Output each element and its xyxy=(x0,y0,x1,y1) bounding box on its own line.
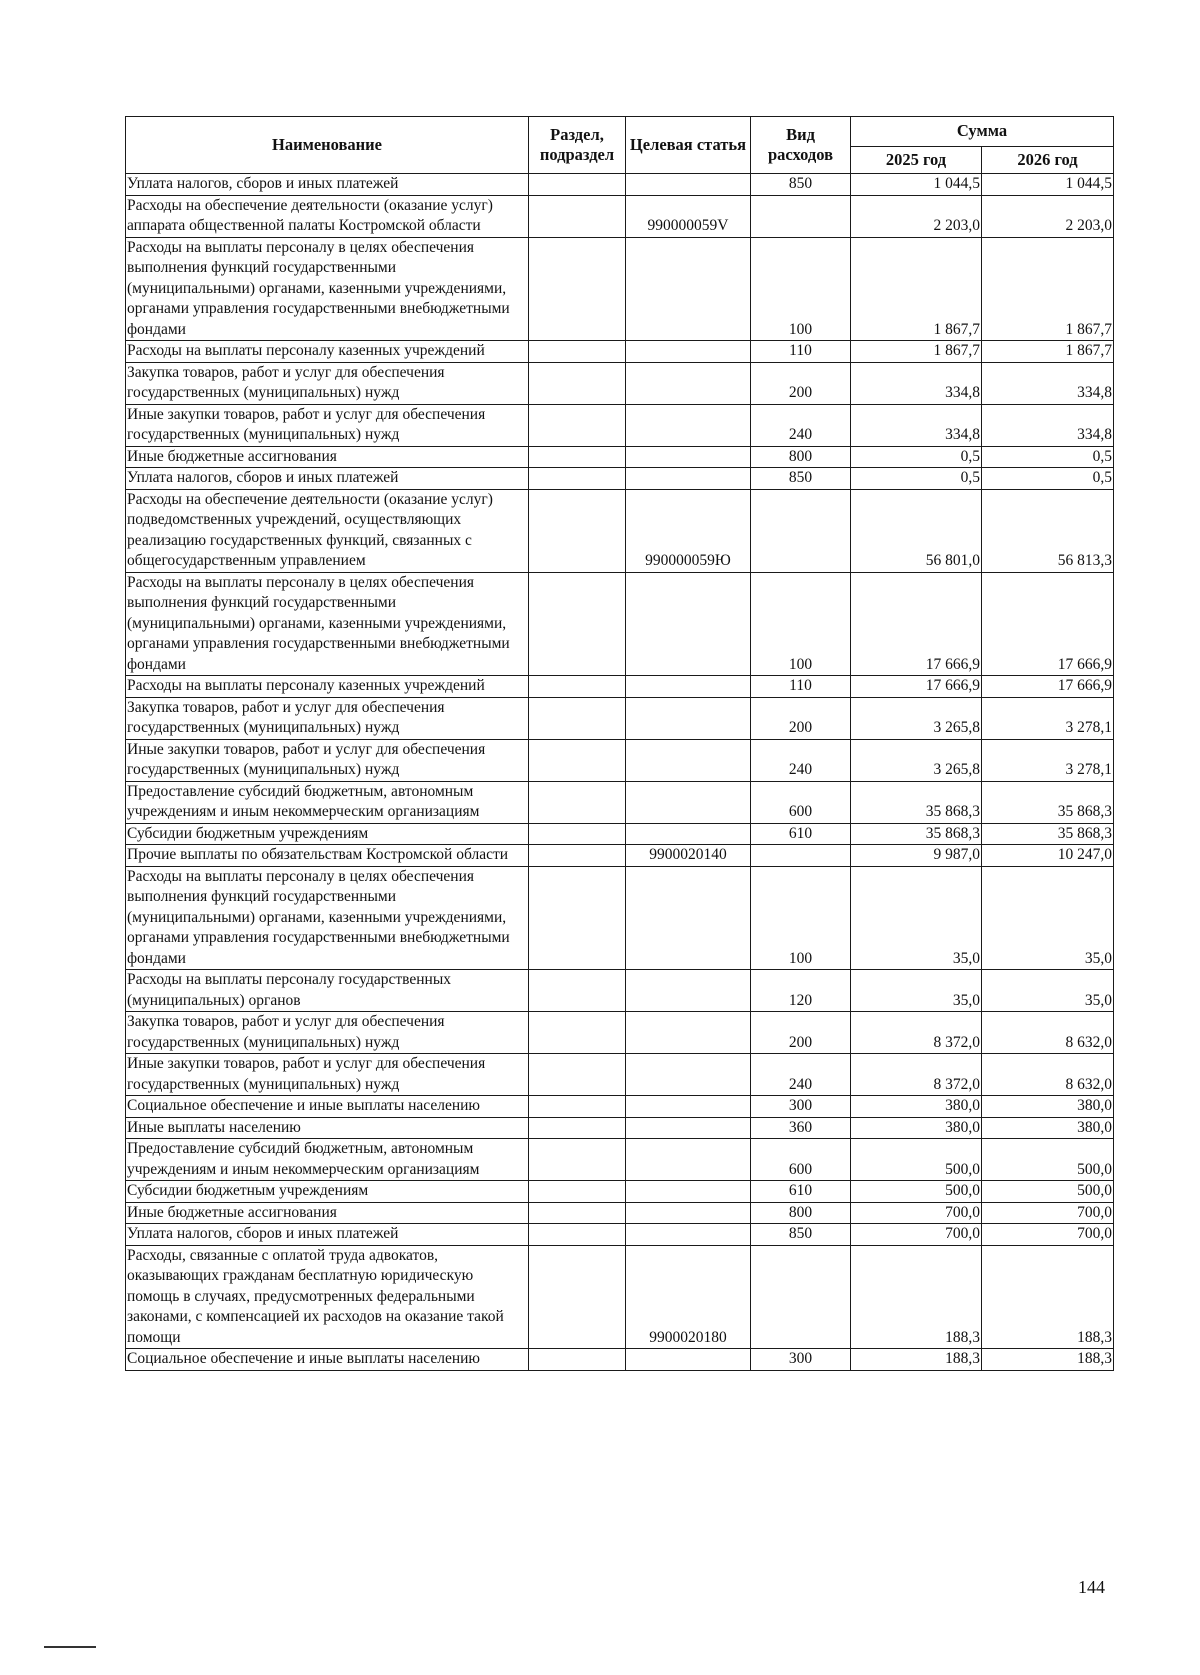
cell-2026: 1 044,5 xyxy=(982,174,1114,196)
table-row xyxy=(126,845,1114,867)
table-row xyxy=(126,823,1114,845)
cell-2026: 334,8 xyxy=(982,404,1114,446)
table-row xyxy=(126,174,1114,196)
cell-name: Субсидии бюджетным учреждениям xyxy=(126,1181,529,1203)
cell-2025: 700,0 xyxy=(851,1202,982,1224)
cell-name: Расходы на обеспечение деятельности (оказание услуг) подведомственных учреждений, осуществляющих реализацию государственных функций, связанных с общегосударственным управлением xyxy=(126,489,529,572)
table-row xyxy=(126,1349,1114,1371)
cell-article xyxy=(626,1181,751,1203)
scan-mark xyxy=(44,1646,96,1648)
cell-section xyxy=(529,362,626,404)
cell-2026: 380,0 xyxy=(982,1096,1114,1118)
cell-2026: 10 247,0 xyxy=(982,845,1114,867)
cell-name: Закупка товаров, работ и услуг для обеспечения государственных (муниципальных) нужд xyxy=(126,697,529,739)
cell-type xyxy=(751,489,851,572)
cell-article xyxy=(626,970,751,1012)
table-row xyxy=(126,341,1114,363)
cell-article xyxy=(626,446,751,468)
cell-2026: 8 632,0 xyxy=(982,1012,1114,1054)
cell-section xyxy=(529,1117,626,1139)
cell-article xyxy=(626,676,751,698)
table-row xyxy=(126,1117,1114,1139)
cell-article: 9900020140 xyxy=(626,845,751,867)
cell-2025: 3 265,8 xyxy=(851,697,982,739)
cell-type: 110 xyxy=(751,676,851,698)
cell-type: 800 xyxy=(751,1202,851,1224)
cell-type: 200 xyxy=(751,362,851,404)
cell-2025: 1 867,7 xyxy=(851,341,982,363)
cell-type: 200 xyxy=(751,1012,851,1054)
cell-name: Расходы на выплаты персоналу в целях обеспечения выполнения функций государственными (муниципальными) органами, казенными учреждениями, органами управления государственными внебюджетными фондами xyxy=(126,572,529,676)
cell-article xyxy=(626,781,751,823)
table-row xyxy=(126,676,1114,698)
cell-article xyxy=(626,739,751,781)
cell-2026: 188,3 xyxy=(982,1245,1114,1349)
cell-article xyxy=(626,1202,751,1224)
table-body xyxy=(126,174,1114,1371)
cell-2025: 17 666,9 xyxy=(851,676,982,698)
cell-type xyxy=(751,845,851,867)
header-section: Раздел, подраздел xyxy=(529,117,626,174)
cell-type: 100 xyxy=(751,866,851,970)
cell-article xyxy=(626,1224,751,1246)
cell-name: Расходы на обеспечение деятельности (оказание услуг) аппарата общественной палаты Костромской области xyxy=(126,195,529,237)
cell-name: Иные бюджетные ассигнования xyxy=(126,446,529,468)
cell-name: Уплата налогов, сборов и иных платежей xyxy=(126,1224,529,1246)
cell-2026: 188,3 xyxy=(982,1349,1114,1371)
cell-article xyxy=(626,468,751,490)
header-name: Наименование xyxy=(126,117,529,174)
cell-2025: 334,8 xyxy=(851,404,982,446)
cell-section xyxy=(529,1054,626,1096)
cell-section xyxy=(529,866,626,970)
table-row xyxy=(126,468,1114,490)
cell-section xyxy=(529,489,626,572)
header-article: Целевая статья xyxy=(626,117,751,174)
table-row xyxy=(126,866,1114,970)
table-row xyxy=(126,1224,1114,1246)
cell-type: 300 xyxy=(751,1096,851,1118)
cell-2026: 334,8 xyxy=(982,362,1114,404)
cell-type: 300 xyxy=(751,1349,851,1371)
cell-section xyxy=(529,845,626,867)
cell-2026: 500,0 xyxy=(982,1139,1114,1181)
cell-section xyxy=(529,468,626,490)
cell-2026: 380,0 xyxy=(982,1117,1114,1139)
cell-2025: 380,0 xyxy=(851,1117,982,1139)
cell-section xyxy=(529,1012,626,1054)
cell-name: Социальное обеспечение и иные выплаты населению xyxy=(126,1349,529,1371)
cell-2025: 0,5 xyxy=(851,468,982,490)
cell-2025: 9 987,0 xyxy=(851,845,982,867)
table-row xyxy=(126,1054,1114,1096)
cell-2025: 35,0 xyxy=(851,866,982,970)
cell-section xyxy=(529,341,626,363)
cell-section xyxy=(529,1139,626,1181)
table-row xyxy=(126,237,1114,341)
cell-type: 800 xyxy=(751,446,851,468)
cell-2026: 17 666,9 xyxy=(982,676,1114,698)
cell-type: 850 xyxy=(751,174,851,196)
cell-name: Иные бюджетные ассигнования xyxy=(126,1202,529,1224)
table-row xyxy=(126,1202,1114,1224)
cell-2026: 3 278,1 xyxy=(982,739,1114,781)
table-row xyxy=(126,572,1114,676)
cell-article xyxy=(626,1096,751,1118)
cell-2026: 700,0 xyxy=(982,1224,1114,1246)
cell-name: Предоставление субсидий бюджетным, автономным учреждениям и иным некоммерческим организациям xyxy=(126,1139,529,1181)
cell-name: Расходы на выплаты персоналу казенных учреждений xyxy=(126,676,529,698)
cell-name: Расходы на выплаты персоналу в целях обеспечения выполнения функций государственными (муниципальными) органами, казенными учреждениями, органами управления государственными внебюджетными фондами xyxy=(126,237,529,341)
cell-article xyxy=(626,697,751,739)
cell-2026: 0,5 xyxy=(982,446,1114,468)
cell-type: 120 xyxy=(751,970,851,1012)
cell-2026: 500,0 xyxy=(982,1181,1114,1203)
cell-2026: 700,0 xyxy=(982,1202,1114,1224)
cell-article xyxy=(626,1349,751,1371)
cell-name: Расходы на выплаты персоналу государственных (муниципальных) органов xyxy=(126,970,529,1012)
cell-article xyxy=(626,404,751,446)
cell-2025: 700,0 xyxy=(851,1224,982,1246)
cell-2025: 35 868,3 xyxy=(851,823,982,845)
cell-type: 200 xyxy=(751,697,851,739)
cell-section xyxy=(529,1096,626,1118)
cell-2026: 0,5 xyxy=(982,468,1114,490)
cell-2025: 35,0 xyxy=(851,970,982,1012)
cell-section xyxy=(529,823,626,845)
cell-name: Прочие выплаты по обязательствам Костромской области xyxy=(126,845,529,867)
cell-2025: 35 868,3 xyxy=(851,781,982,823)
table-row xyxy=(126,970,1114,1012)
cell-2026: 1 867,7 xyxy=(982,237,1114,341)
cell-section xyxy=(529,237,626,341)
cell-section xyxy=(529,446,626,468)
cell-name: Уплата налогов, сборов и иных платежей xyxy=(126,468,529,490)
cell-type xyxy=(751,195,851,237)
cell-2025: 334,8 xyxy=(851,362,982,404)
table-row xyxy=(126,362,1114,404)
table-row xyxy=(126,446,1114,468)
cell-name: Закупка товаров, работ и услуг для обеспечения государственных (муниципальных) нужд xyxy=(126,1012,529,1054)
cell-2025: 1 867,7 xyxy=(851,237,982,341)
cell-type: 100 xyxy=(751,572,851,676)
cell-article xyxy=(626,237,751,341)
cell-type: 100 xyxy=(751,237,851,341)
cell-2026: 35 868,3 xyxy=(982,823,1114,845)
header-year-2025: 2025 год xyxy=(851,146,982,173)
cell-article xyxy=(626,1054,751,1096)
cell-type xyxy=(751,1245,851,1349)
cell-2026: 3 278,1 xyxy=(982,697,1114,739)
cell-2025: 188,3 xyxy=(851,1349,982,1371)
cell-type: 850 xyxy=(751,1224,851,1246)
cell-article xyxy=(626,866,751,970)
cell-section xyxy=(529,1202,626,1224)
cell-section xyxy=(529,572,626,676)
cell-2026: 35 868,3 xyxy=(982,781,1114,823)
cell-section xyxy=(529,1224,626,1246)
cell-section xyxy=(529,781,626,823)
cell-2026: 1 867,7 xyxy=(982,341,1114,363)
table-row xyxy=(126,1012,1114,1054)
cell-section xyxy=(529,195,626,237)
cell-type: 600 xyxy=(751,1139,851,1181)
cell-name: Расходы на выплаты персоналу в целях обеспечения выполнения функций государственными (муниципальными) органами, казенными учреждениями, органами управления государственными внебюджетными фондами xyxy=(126,866,529,970)
cell-name: Социальное обеспечение и иные выплаты населению xyxy=(126,1096,529,1118)
cell-type: 110 xyxy=(751,341,851,363)
header-sum: Сумма xyxy=(851,117,1114,147)
cell-2026: 2 203,0 xyxy=(982,195,1114,237)
cell-article xyxy=(626,823,751,845)
table-row xyxy=(126,781,1114,823)
cell-name: Предоставление субсидий бюджетным, автономным учреждениям и иным некоммерческим организациям xyxy=(126,781,529,823)
cell-article xyxy=(626,1117,751,1139)
cell-2025: 3 265,8 xyxy=(851,739,982,781)
cell-2025: 8 372,0 xyxy=(851,1054,982,1096)
cell-2026: 35,0 xyxy=(982,970,1114,1012)
cell-2025: 1 044,5 xyxy=(851,174,982,196)
cell-article xyxy=(626,362,751,404)
cell-article xyxy=(626,1012,751,1054)
table-row xyxy=(126,697,1114,739)
header-type: Вид расходов xyxy=(751,117,851,174)
cell-section xyxy=(529,1349,626,1371)
cell-article xyxy=(626,572,751,676)
cell-name: Уплата налогов, сборов и иных платежей xyxy=(126,174,529,196)
cell-name: Расходы на выплаты персоналу казенных учреждений xyxy=(126,341,529,363)
cell-section xyxy=(529,970,626,1012)
cell-type: 610 xyxy=(751,1181,851,1203)
cell-type: 600 xyxy=(751,781,851,823)
cell-section xyxy=(529,1181,626,1203)
cell-article: 990000059V xyxy=(626,195,751,237)
budget-table xyxy=(125,116,1114,1371)
cell-2025: 17 666,9 xyxy=(851,572,982,676)
cell-2026: 17 666,9 xyxy=(982,572,1114,676)
cell-name: Субсидии бюджетным учреждениям xyxy=(126,823,529,845)
cell-2025: 380,0 xyxy=(851,1096,982,1118)
cell-section xyxy=(529,697,626,739)
cell-2025: 2 203,0 xyxy=(851,195,982,237)
cell-section xyxy=(529,404,626,446)
cell-2025: 8 372,0 xyxy=(851,1012,982,1054)
cell-name: Иные закупки товаров, работ и услуг для обеспечения государственных (муниципальных) нужд xyxy=(126,1054,529,1096)
table-row xyxy=(126,195,1114,237)
cell-2025: 500,0 xyxy=(851,1139,982,1181)
cell-2025: 500,0 xyxy=(851,1181,982,1203)
cell-type: 240 xyxy=(751,1054,851,1096)
cell-article xyxy=(626,174,751,196)
table-row xyxy=(126,404,1114,446)
cell-section xyxy=(529,1245,626,1349)
header-year-2026: 2026 год xyxy=(982,146,1114,173)
cell-type: 360 xyxy=(751,1117,851,1139)
cell-section xyxy=(529,676,626,698)
cell-section xyxy=(529,739,626,781)
cell-2025: 188,3 xyxy=(851,1245,982,1349)
cell-name: Закупка товаров, работ и услуг для обеспечения государственных (муниципальных) нужд xyxy=(126,362,529,404)
table-row xyxy=(126,1096,1114,1118)
cell-article: 990000059Ю xyxy=(626,489,751,572)
cell-2026: 35,0 xyxy=(982,866,1114,970)
page-number: 144 xyxy=(1078,1577,1105,1597)
table-header xyxy=(126,117,1114,174)
cell-name: Иные выплаты населению xyxy=(126,1117,529,1139)
cell-name: Расходы, связанные с оплатой труда адвокатов, оказывающих гражданам бесплатную юридическую помощь в случаях, предусмотренных федеральными законами, с компенсацией их расходов на оказание такой помощи xyxy=(126,1245,529,1349)
cell-2025: 0,5 xyxy=(851,446,982,468)
cell-type: 240 xyxy=(751,404,851,446)
table-row xyxy=(126,1181,1114,1203)
table-row xyxy=(126,1139,1114,1181)
cell-name: Иные закупки товаров, работ и услуг для обеспечения государственных (муниципальных) нужд xyxy=(126,404,529,446)
cell-article: 9900020180 xyxy=(626,1245,751,1349)
cell-article xyxy=(626,341,751,363)
cell-2025: 56 801,0 xyxy=(851,489,982,572)
table-row xyxy=(126,739,1114,781)
table-row xyxy=(126,489,1114,572)
cell-type: 610 xyxy=(751,823,851,845)
cell-2026: 8 632,0 xyxy=(982,1054,1114,1096)
cell-type: 850 xyxy=(751,468,851,490)
cell-2026: 56 813,3 xyxy=(982,489,1114,572)
cell-section xyxy=(529,174,626,196)
cell-name: Иные закупки товаров, работ и услуг для обеспечения государственных (муниципальных) нужд xyxy=(126,739,529,781)
table-row xyxy=(126,1245,1114,1349)
cell-article xyxy=(626,1139,751,1181)
cell-type: 240 xyxy=(751,739,851,781)
